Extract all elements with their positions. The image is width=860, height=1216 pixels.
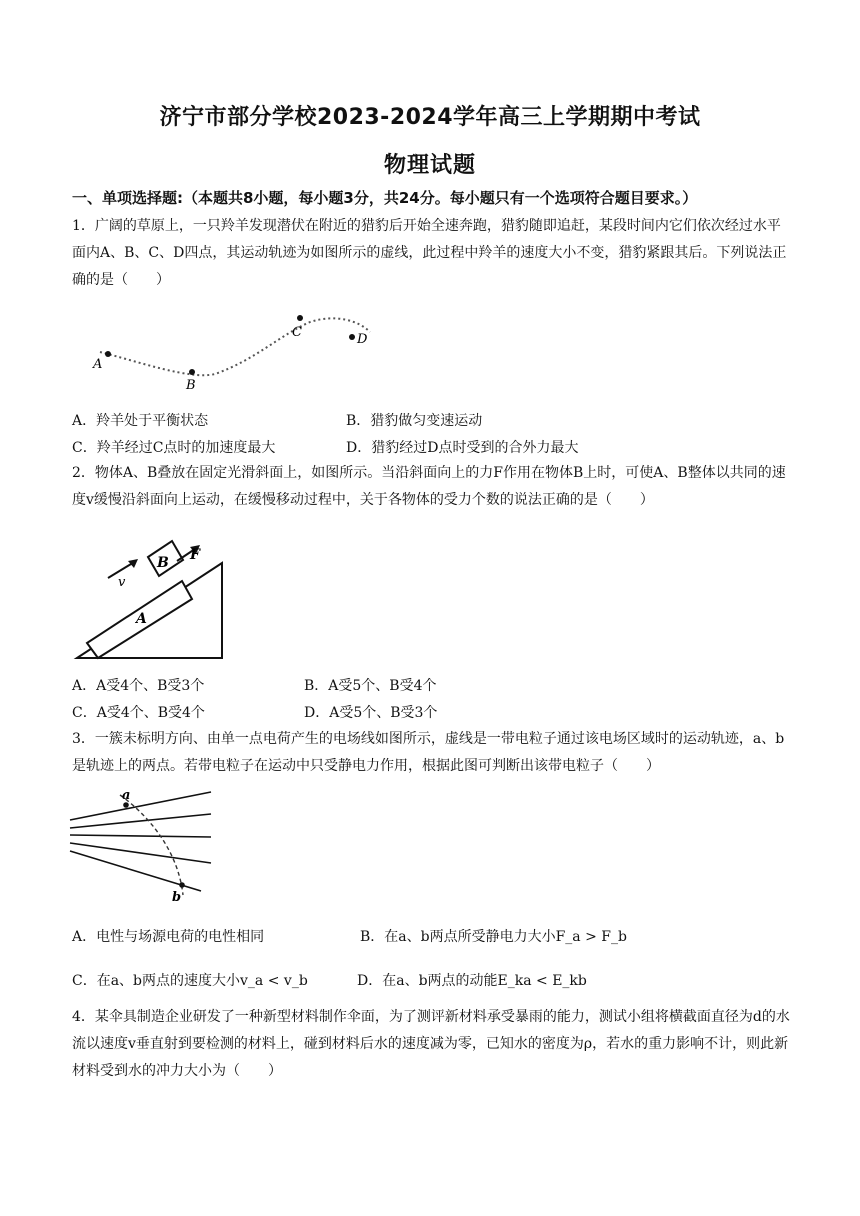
- q2-option-b: B．A受5个、B受4个: [304, 678, 437, 694]
- label-b: B: [186, 378, 196, 393]
- question-3-text: 3．一簇未标明方向、由单一点电荷产生的电场线如图所示，虚线是一带电粒子通过该电场区域时的运动轨迹，a、b是轨迹上的两点。若带电粒子在运动中只受静电力作用，根据此图可判断出该带电粒子（ ）: [72, 731, 785, 774]
- q1-option-a: A．羚羊处于平衡状态: [72, 413, 209, 429]
- label-d: D: [357, 332, 368, 347]
- label-b: b: [172, 890, 182, 905]
- label-v: v: [118, 575, 126, 590]
- q1-option-b: B．猎豹做匀变速运动: [346, 413, 483, 429]
- label-a: a: [122, 788, 131, 803]
- q3-option-c: C．在a、b两点的速度大小v_a < v_b: [72, 973, 308, 989]
- label-f: F: [190, 547, 200, 563]
- question-4-text: 4．某伞具制造企业研发了一种新型材料制作伞面，为了测评新材料承受暴雨的能力，测试小组将横截面直径为d的水流以速度v垂直射到要检测的材料上，碰到材料后水的速度减为零，已知水的密度为ρ，若水的重力影响不计，则此新材料受到水的冲力大小为（ ）: [72, 1009, 790, 1079]
- point-c: [297, 315, 303, 321]
- point-a: [123, 802, 129, 808]
- trajectory-dotted-path: [100, 318, 370, 375]
- q1-trajectory-figure: [80, 300, 390, 400]
- label-a: A: [93, 357, 103, 372]
- exam-subtitle: 物理试题: [383, 153, 476, 178]
- q3-option-d: D．在a、b两点的动能E_ka < E_kb: [357, 973, 587, 989]
- q2-option-d: D．A受5个、B受3个: [304, 705, 438, 721]
- q3-field-figure: [68, 785, 218, 910]
- point-b: [179, 882, 185, 888]
- point-a: [105, 351, 111, 357]
- question-1-text: 1．广阔的草原上，一只羚羊发现潜伏在附近的猎豹后开始全速奔跑，猎豹随即追赶，某段时间内它们依次经过水平面内A、B、C、D四点，其运动轨迹为如图所示的虚线，此过程中羚羊的速度大小不变，猎豹紧跟其后。下列说法正确的是（ ）: [72, 218, 787, 288]
- section-heading: 一、单项选择题:（本题共8小题，每小题3分，共24分。每小题只有一个选项符合题目要求。）: [72, 189, 698, 207]
- label-a: A: [136, 611, 147, 627]
- exam-title: 济宁市部分学校2023-2024学年高三上学期期中考试: [159, 105, 701, 130]
- q2-option-a: A．A受4个、B受3个: [72, 678, 205, 694]
- field-line-4: [70, 843, 211, 863]
- field-line-3: [70, 835, 211, 837]
- label-b: B: [157, 555, 169, 571]
- q3-option-b: B．在a、b两点所受静电力大小F_a > F_b: [360, 929, 627, 945]
- q2-option-c: C．A受4个、B受4个: [72, 705, 205, 721]
- label-c: C: [292, 325, 302, 340]
- q1-option-d: D．猎豹经过D点时受到的合外力最大: [346, 440, 579, 456]
- velocity-arrowhead: [128, 559, 138, 568]
- q2-incline-figure: [72, 523, 242, 663]
- point-d: [349, 334, 355, 340]
- question-2-text: 2．物体A、B叠放在固定光滑斜面上，如图所示。当沿斜面向上的力F作用在物体B上时，可使A、B整体以共同的速度v缓慢沿斜面向上运动，在缓慢移动过程中，关于各物体的受力个数的说法正确的是（ ）: [72, 465, 786, 508]
- particle-trajectory: [120, 795, 183, 895]
- q3-option-a: A．电性与场源电荷的电性相同: [72, 929, 265, 945]
- q1-option-c: C．羚羊经过C点时的加速度最大: [72, 440, 276, 456]
- point-b: [189, 369, 195, 375]
